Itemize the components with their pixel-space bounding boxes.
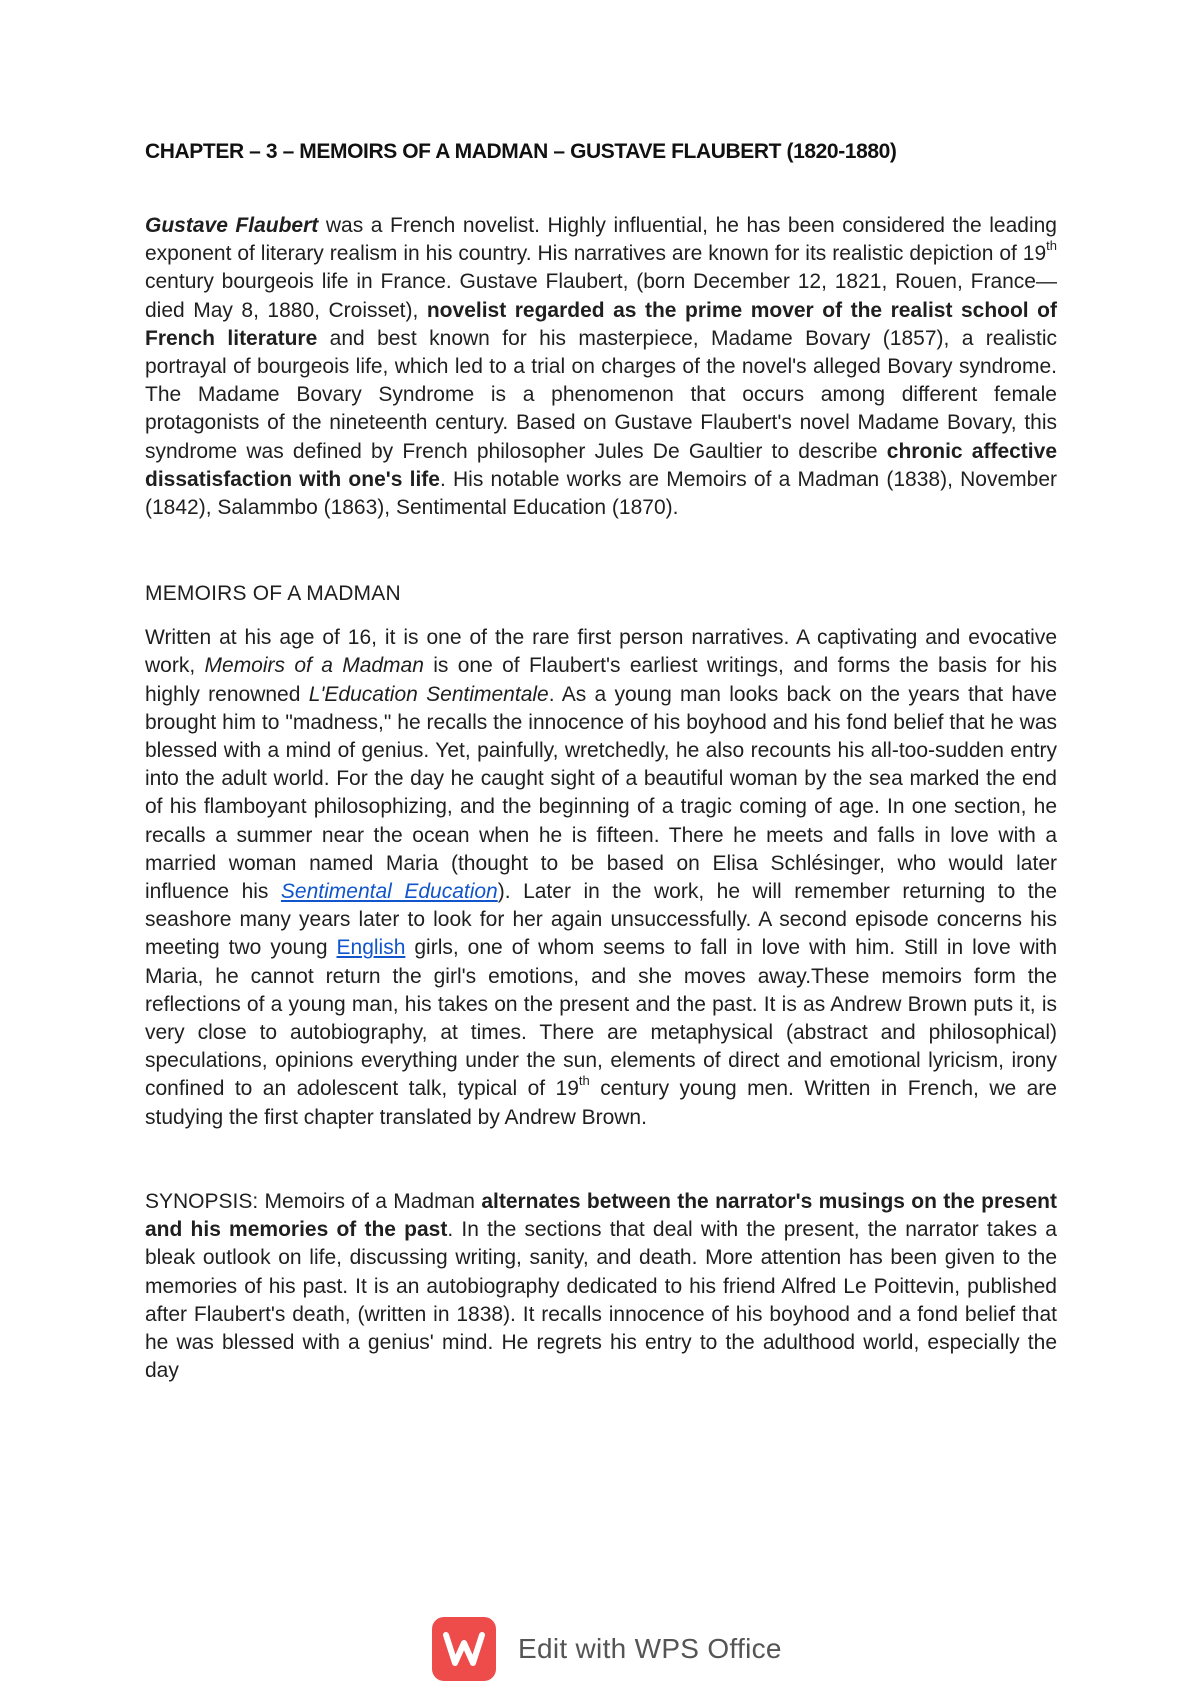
wps-footer-banner[interactable] [432, 1616, 782, 1682]
memoirs-text-2: is one of Flaubert's earliest writings, and forms the basis for his highly renowned [145, 654, 1057, 706]
english-link[interactable]: English [336, 936, 406, 960]
chapter-title: CHAPTER – 3 – MEMOIRS OF A MADMAN – GUSTAVE FLAUBERT (1820-1880) [145, 140, 897, 163]
memoirs-paragraph [145, 624, 1057, 1132]
memoirs-text-4: ). Later in the work, he will remember returning to the seashore many years later to look for her again unsuccessfully. A second episode concerns his meeting two young [145, 880, 1057, 960]
memoirs-text-6: century young men. Written in French, we are studying the first chapter translated by Andrew Brown. [145, 1077, 1057, 1129]
intro-bold-1: novelist regarded as the prime mover of the realist school of French literature [145, 298, 1057, 350]
document-content [145, 140, 1057, 1385]
wps-footer-text[interactable]: Edit with WPS Office [518, 1633, 782, 1664]
memoirs-text-5: girls, one of whom seems to fall in love with him. Still in love with Maria, he cannot return the girl's emotions, and she moves away.These memoirs form the reflections of a young man, his takes on the present and the past. It is as Andrew Brown puts it, is very close to autobiography, at times. There are metaphysical (abstract and philosophical) speculations, opinions everything under the sun, elements of direct and emotional lyricism, irony confined to an adolescent talk, typical of 19 [145, 936, 1057, 1101]
intro-text-3: and best known for his masterpiece, Madame Bovary (1857), a realistic portrayal of bourgeois life, which led to a trial on charges of the novel's alleged Bovary syndrome. The Madame Bovary Syndrome is a phenomenon that occurs among different female protagonists of the nineteenth century. Based on Gustave Flaubert's novel Madame Bovary, this syndrome was defined by French philosopher Jules De Gaultier to describe [145, 326, 1057, 463]
intro-paragraph [145, 212, 1057, 522]
wps-logo-icon [432, 1617, 496, 1681]
synopsis-paragraph [145, 1188, 1057, 1385]
author-name: Gustave Flaubert [145, 214, 319, 237]
memoirs-italic-1: Memoirs of a Madman [204, 654, 424, 678]
synopsis-bold-1: alternates between the narrator's musings on the present and his memories of the past [145, 1189, 1057, 1242]
intro-sup-1: th [1046, 238, 1057, 254]
memoirs-sup-1: th [578, 1073, 590, 1089]
memoirs-italic-2: L'Education Sentimentale [308, 682, 549, 706]
wps-w-glyph-icon [442, 1629, 486, 1669]
section-heading-memoirs: MEMOIRS OF A MADMAN [145, 582, 401, 606]
sentimental-education-link[interactable]: Sentimental Education [280, 880, 498, 904]
intro-text-4: . His notable works are Memoirs of a Madman (1838), November (1842), Salammbo (1863), Sentimental Education (1870). [145, 467, 1057, 520]
intro-text-1: was a French novelist. Highly influential, he has been considered the leading exponent of literary realism in his country. His narratives are known for its realistic depiction of 19 [145, 214, 1057, 266]
intro-text-2: century bourgeois life in France. Gustave Flaubert, (born December 12, 1821, Rouen, France—died May 8, 1880, Croisset), [145, 270, 1057, 322]
intro-bold-2: chronic affective dissatisfaction with one's life [145, 439, 1057, 491]
memoirs-text-3: . As a young man looks back on the years that have brought him to "madness," he recalls the innocence of his boyhood and his fond belief that he was blessed with a mind of genius. Yet, painfully, wretchedly, he also recounts his all-too-sudden entry into the adult world. For the day he caught sight of a beautiful woman by the sea marked the end of his flamboyant philosophizing, and the beginning of a tragic coming of age. In one section, he recalls a summer near the ocean when he is fifteen. There he meets and falls in love with a married woman named Maria (thought to be based on Elisa Schlésinger, who would later influence his [145, 682, 1057, 904]
memoirs-text-1: Written at his age of 16, it is one of the rare first person narratives. A captivating and evocative work, [145, 626, 1057, 678]
synopsis-text-1: SYNOPSIS: Memoirs of a Madman [145, 1189, 482, 1213]
synopsis-text-2: . In the sections that deal with the present, the narrator takes a bleak outlook on life, discussing writing, sanity, and death. More attention has been given to the memories of his past. It is an autobiography dedicated to his friend Alfred Le Poittevin, published after Flaubert's death, (written in 1838). It recalls innocence of his boyhood and a fond belief that he was blessed with a genius' mind. He regrets his entry to the adulthood world, especially the day [145, 1218, 1057, 1383]
